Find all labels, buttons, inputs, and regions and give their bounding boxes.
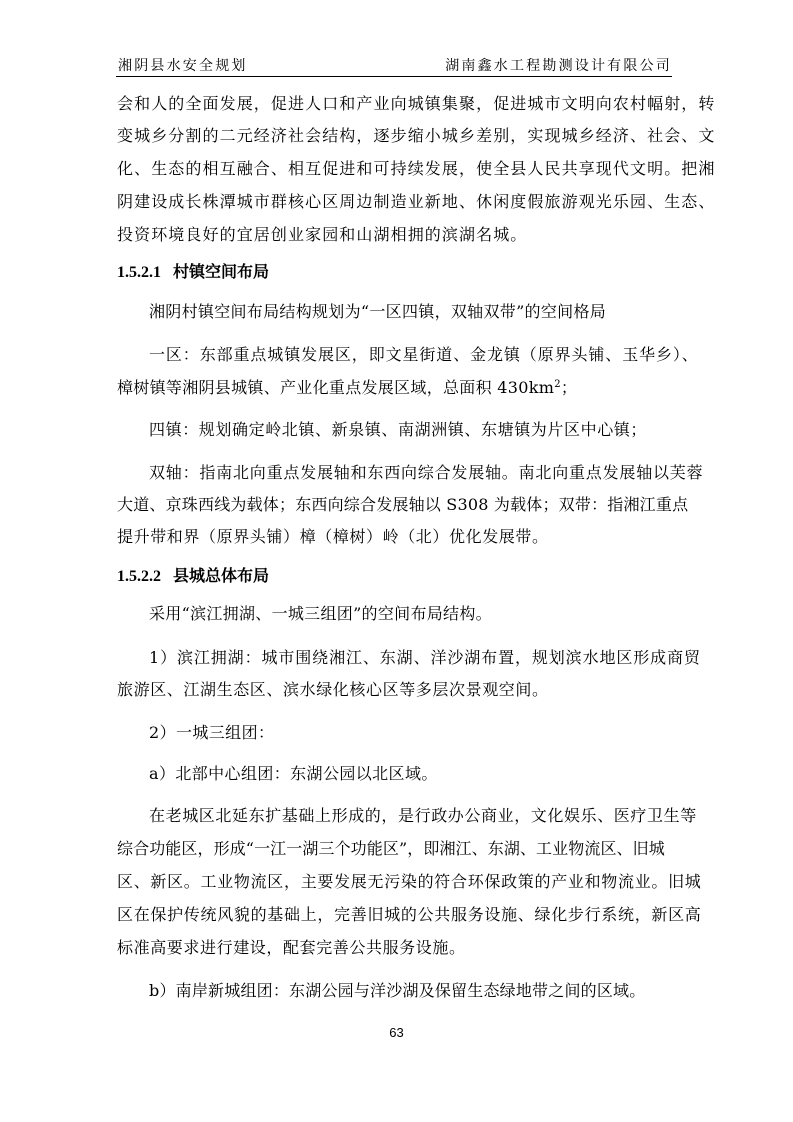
section-heading [117,566,269,587]
section-title: 村镇空间布局 [173,262,270,281]
paragraph-line: 标准高要求进行建设，配套完善公共服务设施。 [117,938,466,957]
paragraph-line: b）南岸新城组团：东湖公园与洋沙湖及保留生态绿地带之间的区域。 [149,981,646,1000]
paragraph-line: 双轴：指南北向重点发展轴和东西向综合发展轴。南北向重点发展轴以芙蓉 [149,463,704,482]
paragraph-line: 变城乡分割的二元经济社会结构，逐步缩小城乡差别，实现城乡经济、社会、文 [117,126,716,145]
paragraph-line: 一区：东部重点城镇发展区，即文星街道、金龙镇（原界头铺、玉华乡）、 [149,345,699,364]
paragraph-line: 阴建设成长株潭城市群核心区周边制造业新地、休闲度假旅游观光乐园、生态、 [117,192,716,211]
section-number: 1.5.2.2 [117,568,161,585]
paragraph-line: 四镇：规划确定岭北镇、新泉镇、南湖洲镇、东塘镇为片区中心镇； [149,420,648,439]
paragraph-line: 区在保护传统风貌的基础上，完善旧城的公共服务设施、绿化步行系统，新区高 [117,905,702,924]
paragraph-line: 湘阴村镇空间布局结构规划为“一区四镇，双轴双带”的空间格局 [149,302,607,321]
page-header [116,52,672,77]
paragraph-line: 大道、京珠西线为载体；东西向综合发展轴以 S308 为载体；双带：指湘江重点 [117,495,689,514]
section-title: 县城总体布局 [173,566,270,585]
paragraph-line: 1）滨江拥湖：城市围绕湘江、东湖、洋沙湖布置，规划滨水地区形成商贸 [149,648,701,667]
header-document-title: 湘阴县水安全规划 [118,58,248,74]
page-number: 63 [389,1025,404,1040]
header-company-name: 湖南鑫水工程勘测设计有限公司 [445,58,672,74]
paragraph-line: a）北部中心组团：东湖公园以北区域。 [149,764,438,783]
paragraph-line: 提升带和界（原界头铺）樟（樟树）岭（北）优化发展带。 [117,527,549,546]
paragraph-line: 旅游区、江湖生态区、滨水绿化核心区等多层次景观空间。 [117,680,549,699]
paragraph-line: 化、生态的相互融合、相互促进和可持续发展，使全县人民共享现代文明。把湘 [117,159,716,178]
area-suffix: ； [560,378,578,397]
paragraph-line: 在老城区北延东扩基础上形成的，是行政办公商业，文化娱乐、医疗卫生等 [149,806,697,825]
paragraph-line: 综合功能区，形成“一江一湖三个功能区”，即湘江、东湖、工业物流区、旧城 [117,839,665,858]
section-heading [117,262,269,283]
section-number: 1.5.2.1 [117,264,161,281]
area-superscript: 2 [554,379,561,390]
paragraph-line [117,378,577,398]
paragraph-line: 区、新区。工业物流区，主要发展无污染的符合环保政策的产业和物流业。旧城 [117,872,702,891]
paragraph-line: 投资环境良好的宜居创业家园和山湖相拥的滨湖名城。 [117,225,528,244]
paragraph-line: 采用“滨江拥湖、一城三组团”的空间布局结构。 [149,604,492,623]
paragraph-line: 2）一城三组团： [149,723,275,742]
paragraph-line: 会和人的全面发展，促进人口和产业向城镇集聚，促进城市文明向农村幅射，转 [117,94,716,113]
area-text: 樟树镇等湘阴县城镇、产业化重点发展区域，总面积 430km [117,378,555,397]
